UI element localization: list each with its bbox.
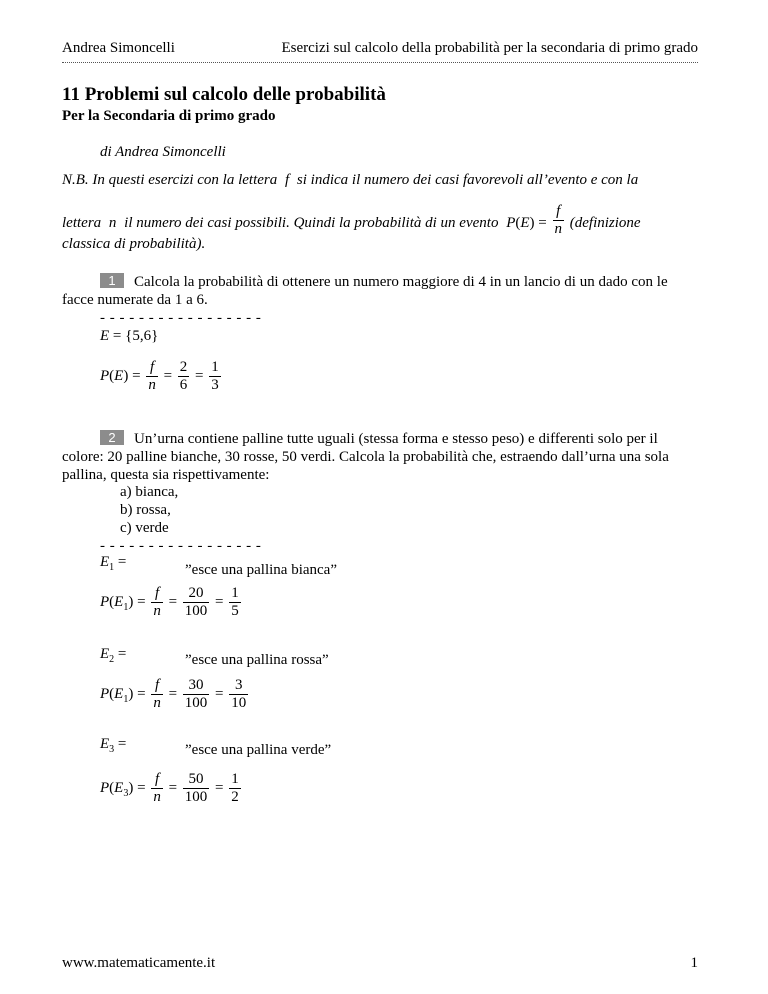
event-label: $E_1$ = (100, 554, 127, 573)
list-item: b) rossa, (120, 502, 171, 518)
fraction: $\frac{3}{10}$ (231, 677, 247, 711)
nb-text: si indica il numero dei casi favorevoli all’evento e con la (296, 172, 639, 188)
n-symbol: n (108, 215, 117, 231)
solution-2c-probability: $P(E_3)$ = $\frac{f}{n}$ = $\frac{50}{100}$ = $\frac{1}{2}$ (100, 771, 239, 805)
fraction: $\frac{1}{3}$ (211, 359, 219, 393)
separator: - - - - - - - - - - - - - - - - - (100, 538, 262, 554)
nb-text: (definizione (569, 215, 641, 231)
header-doc-title: Esercizi sul calcolo della probabilità per la secondaria di primo grado (281, 40, 698, 56)
nb-line-3: classica di probabilità). (62, 236, 206, 252)
problem-1 (62, 273, 700, 309)
fraction: $\frac{20}{100}$ (184, 585, 208, 619)
problem-text-continued: colore: 20 palline bianche, 30 rosse, 50 verdi. Calcola la probabilità che, estraendo dall’urna una sola pallina, questa sia rispettivamente: (62, 449, 669, 483)
event-description: ”esce una pallina rossa” (185, 652, 329, 668)
fraction: $\frac{f}{n}$ (153, 585, 161, 619)
fraction: $\frac{2}{6}$ (179, 359, 188, 393)
separator: - - - - - - - - - - - - - - - - - (100, 310, 262, 326)
nb-text: lettera (62, 215, 102, 231)
solution-2a-probability: $P(E_1)$ = $\frac{f}{n}$ = $\frac{20}{100}$ = $\frac{1}{5}$ (100, 585, 239, 619)
footer-site-link[interactable]: www.matematicamente.it (62, 955, 216, 971)
nb-text: il numero dei casi possibili. Quindi la probabilità di un evento (124, 215, 499, 231)
header-divider (62, 62, 698, 63)
probability-definition: P(E) = $\frac{f}{n}$ (506, 203, 563, 237)
page-subtitle: Per la Secondaria di primo grado (62, 108, 276, 124)
problem-2 (62, 430, 700, 484)
solution-1-probability: P(E) = $\frac{f}{n}$ = $\frac{2}{6}$ = $\frac{1}{3}$ (100, 359, 219, 393)
page-number: 1 (690, 955, 698, 971)
list-item: a) bianca, (120, 484, 179, 500)
event-label: $E_2$ = (100, 646, 127, 665)
page-title: 11 Problemi sul calcolo delle probabilità (62, 84, 386, 105)
event-description: ”esce una pallina bianca” (185, 562, 337, 578)
fraction: $\frac{f}{n}$ (148, 359, 156, 393)
nb-text: N.B. In questi esercizi con la lettera (62, 172, 278, 188)
event-set: E = {5,6} (100, 328, 159, 344)
byline: di Andrea Simoncelli (100, 144, 226, 160)
fraction: $\frac{f}{n}$ (153, 677, 161, 711)
problem-text: Un’urna contiene palline tutte uguali (stessa forma e stesso peso) e differenti solo per il (134, 431, 658, 447)
problem-number-badge: 2 (100, 430, 124, 445)
problem-number-badge: 1 (100, 273, 124, 288)
header-author: Andrea Simoncelli (62, 40, 175, 56)
nb-line-2 (62, 204, 641, 237)
fraction: $\frac{f}{n}$ (554, 203, 563, 237)
problem-text-continued: facce numerate da 1 a 6. (62, 292, 208, 308)
problem-text: Calcola la probabilità di ottenere un numero maggiore di 4 in un lancio di un dado con le (134, 274, 668, 290)
fraction: $\frac{f}{n}$ (153, 771, 161, 805)
fraction: $\frac{1}{5}$ (231, 585, 239, 619)
f-symbol: f (285, 172, 290, 188)
event-description: ”esce una pallina verde” (185, 742, 332, 758)
event-label: $E_3$ = (100, 736, 127, 755)
list-item: c) verde (120, 520, 169, 536)
fraction: $\frac{1}{2}$ (231, 771, 239, 805)
solution-2b-probability: $P(E_1)$ = $\frac{f}{n}$ = $\frac{30}{100}$ = $\frac{3}{10}$ (100, 677, 247, 711)
nb-line-1 (62, 172, 638, 189)
fraction: $\frac{30}{100}$ (184, 677, 208, 711)
fraction: $\frac{50}{100}$ (184, 771, 208, 805)
